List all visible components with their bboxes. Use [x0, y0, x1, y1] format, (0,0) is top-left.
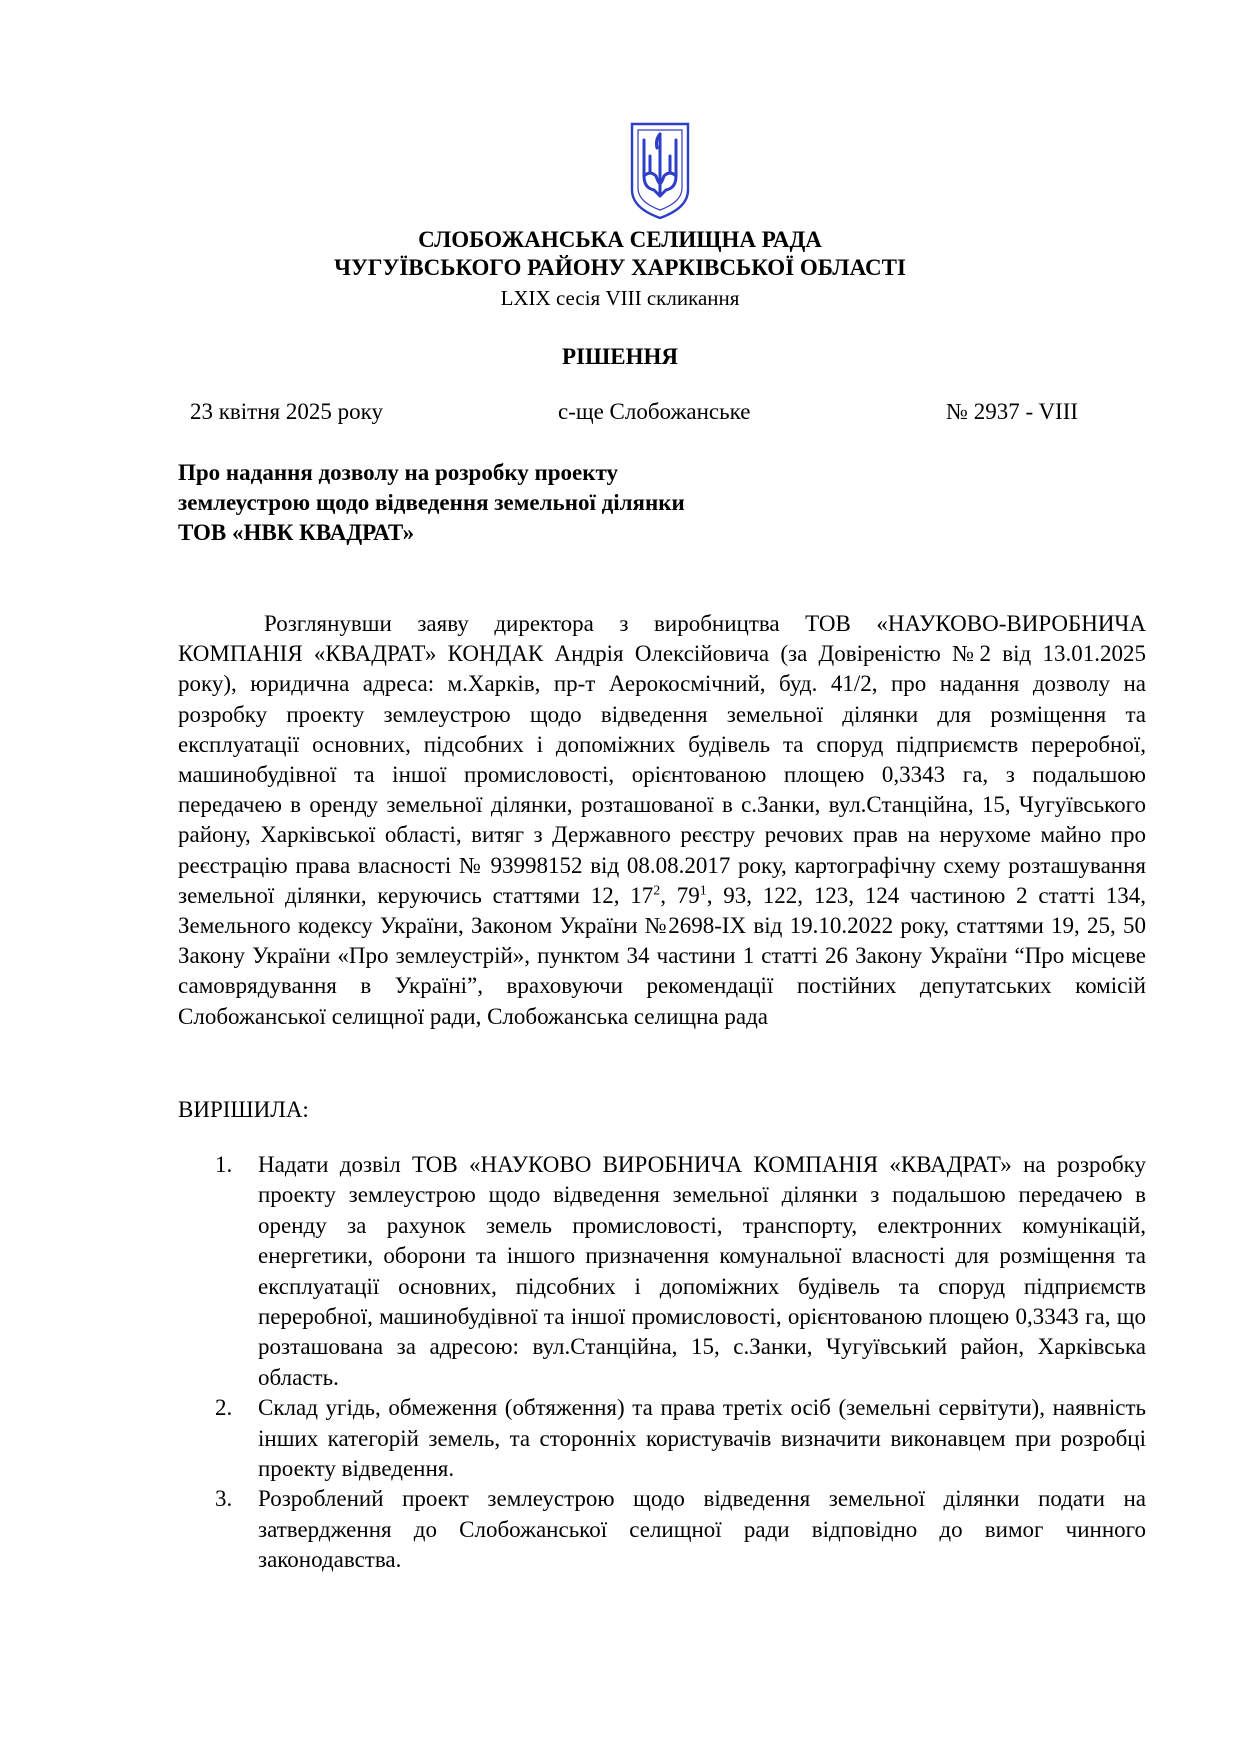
subject-line-1: Про надання дозволу на розробку проекту: [178, 460, 619, 485]
council-name: СЛОБОЖАНСЬКА СЕЛИЩНА РАДА: [418, 227, 822, 252]
preamble-text-2: , 79: [660, 882, 700, 908]
item-number: 3.: [215, 1486, 233, 1512]
decision-items-list: [178, 1150, 1146, 1576]
preamble-paragraph: [178, 609, 1146, 1032]
superscript-2: 2: [653, 883, 661, 899]
list-item: [178, 1393, 1146, 1484]
item-number: 2.: [215, 1395, 233, 1421]
district-name: ЧУГУЇВСЬКОГО РАЙОНУ ХАРКІВСЬКОЇ ОБЛАСТІ: [334, 255, 906, 280]
resolved-label: ВИРІШИЛА:: [178, 1097, 309, 1122]
decision-subject: [178, 458, 878, 548]
list-item: [178, 1150, 1146, 1393]
session-label: LXIX сесія VIII скликання: [500, 286, 740, 310]
preamble-text-3: , 93, 122, 123, 124 частиною 2 статті 134, Земельного кодексу України, Законом України №2698-IX від 19.10.2022 року, статтями 19, 25, 50 Закону України «Про землеустрій», пунктом 34 частини 1 статті 26 Закону України “Про місцеве самоврядування в Україні”, враховуючи рекомендації постійних депутатських комісій Слобожанської селищної ради, Слобожанська селищна рада: [178, 882, 1147, 1029]
list-item: [178, 1484, 1146, 1575]
item-text: Розроблений проект землеустрою щодо відведення земельної ділянки подати на затвердження до Слобожанської селищної ради відповідно до вимог чинного законодавства.: [258, 1486, 1146, 1573]
decision-place: с-ще Слобожанське: [558, 399, 751, 424]
subject-line-3: ТОВ «НВК КВАДРАТ»: [178, 520, 415, 545]
item-text: Склад угідь, обмеження (обтяження) та права третіх осіб (земельні сервітути), наявність інших категорій земель, та сторонніх користувачів визначити виконавцем при розробці проекту відведення.: [258, 1395, 1146, 1482]
item-text: Надати дозвіл ТОВ «НАУКОВО ВИРОБНИЧА КОМПАНІЯ «КВАДРАТ» на розробку проекту землеустрою щодо відведення земельної ділянки з подальшою передачею в оренду за рахунок земель промисловості, транспорту, електронних комунікацій, енергетики, оборони та іншого призначення комунальної власності для розміщення та експлуатації основних, підсобних і допоміжних будівель та споруд підприємств переробної, машинобудівної та іншої промисловості, орієнтованою площею 0,3343 га, що розташована за адресою: вул.Станційна, 15, с.Занки, Чугуївський район, Харківська область.: [258, 1152, 1146, 1390]
decision-number: № 2937 - VIII: [946, 399, 1079, 424]
preamble-text-1: Розглянувши заяву директора з виробництва ТОВ «НАУКОВО-ВИРОБНИЧА КОМПАНІЯ «КВАДРАТ» КОНДАК Андрія Олексійовича (за Довіреністю №2 від 13.01.2025 року), юридична адреса: м.Харків, пр-т Аерокосмічний, буд. 41/2, про надання дозволу на розробку проекту землеустрою щодо відведення земельної ділянки для розміщення та експлуатації основних, підсобних і допоміжних будівель та споруд підприємств переробної, машинобудівної та іншої промисловості, орієнтованою площею 0,3343 га, з подальшою передачею в оренду земельної ділянки, розташованої в с.Занки, вул.Станційна, 15, Чугуївського району, Харківської області, витяг з Державного реєстру речових прав на нерухоме майно про реєстрацію права власності № 93998152 від 08.08.2017 року, картографічну схему розташування земельної ділянки, керуючись статтями 12, 17: [178, 611, 1146, 908]
superscript-1: 1: [699, 883, 707, 899]
item-number: 1.: [215, 1152, 233, 1177]
subject-line-2: землеустрою щодо відведення земельної ділянки: [178, 490, 685, 515]
trident-emblem-icon: [628, 120, 692, 222]
decision-date: 23 квітня 2025 року: [190, 399, 383, 424]
document-type-title: РІШЕННЯ: [562, 344, 678, 369]
